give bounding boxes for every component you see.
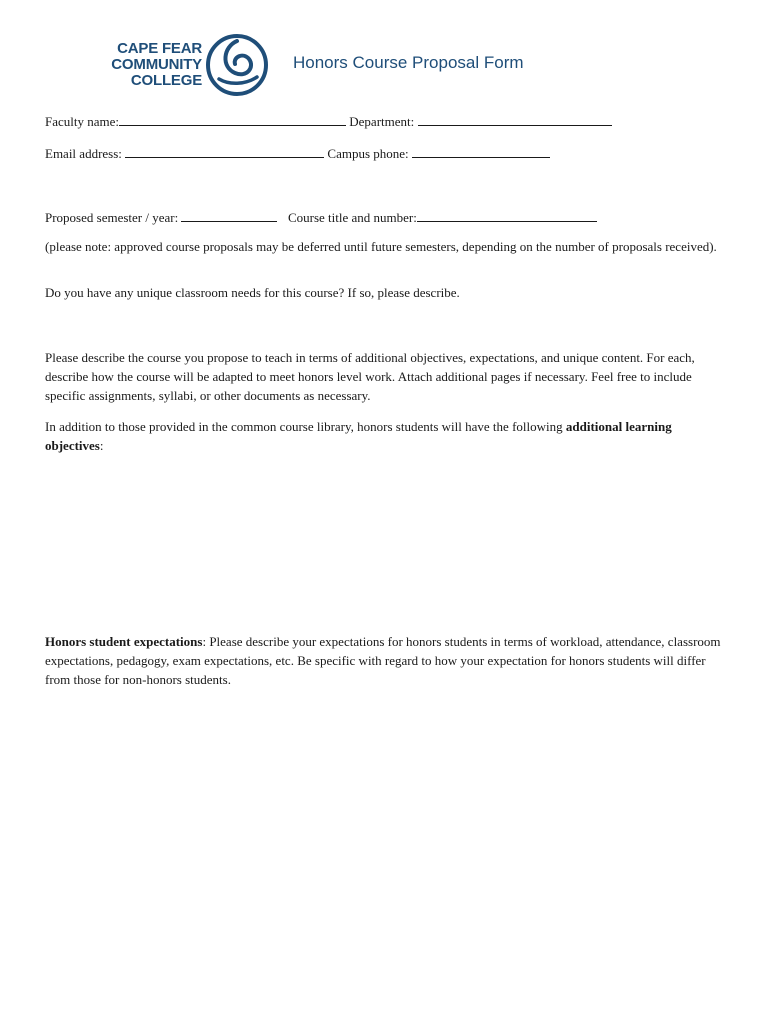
expectations-text: : Please describe your expectations for honors students in terms of workload, attendance, classroom expectations, pedagogy, exam expectations, etc. Be specific with regard to how your expectation for honors students will differ from those for non-honors students. bbox=[45, 634, 721, 687]
campus-phone-field[interactable] bbox=[412, 145, 550, 158]
logo-line-3: COLLEGE bbox=[130, 72, 202, 89]
email-phone-row bbox=[45, 144, 550, 163]
objectives-intro: In addition to those provided in the common course library, honors students will have the following bbox=[45, 419, 566, 434]
campus-phone-label: Campus phone: bbox=[327, 146, 409, 161]
objectives-bold: additional learning objectives bbox=[45, 419, 672, 453]
classroom-needs-question: Do you have any unique classroom needs for this course? If so, please describe. bbox=[45, 285, 460, 300]
learning-objectives-prompt bbox=[45, 417, 721, 455]
objectives-end: : bbox=[99, 438, 104, 453]
logo-line-1: CAPE FEAR bbox=[117, 40, 202, 57]
faculty-name-field[interactable] bbox=[119, 113, 346, 126]
honors-expectations-prompt bbox=[45, 632, 721, 689]
header bbox=[98, 33, 538, 99]
proposed-semester-label: Proposed semester / year: bbox=[45, 210, 179, 225]
semester-course-row bbox=[45, 208, 597, 227]
course-title-label: Course title and number: bbox=[287, 210, 417, 225]
expectations-heading: Honors student expectations bbox=[45, 634, 203, 649]
college-logo-icon bbox=[205, 33, 269, 97]
email-address-label: Email address: bbox=[45, 146, 122, 161]
faculty-department-row bbox=[45, 112, 612, 131]
deferral-note: (please note: approved course proposals may be deferred until future semesters, depending on the number of proposals received). bbox=[45, 239, 717, 254]
course-description-instructions: Please describe the course you propose to teach in terms of additional objectives, expectations, and unique content. For each, describe how the course will be adapted to meet honors level work. Attach additional pages if necessary. Feel free to include specific assignments, syllabi, or other documents as necessary. bbox=[45, 350, 695, 403]
faculty-name-label: Faculty name: bbox=[45, 114, 120, 129]
form-title: Honors Course Proposal Form bbox=[293, 53, 524, 72]
department-field[interactable] bbox=[418, 113, 612, 126]
email-address-field[interactable] bbox=[125, 145, 324, 158]
logo-line-2: COMMUNITY bbox=[111, 56, 202, 73]
college-logo-text bbox=[98, 41, 202, 89]
proposed-semester-field[interactable] bbox=[181, 209, 277, 222]
department-label: Department: bbox=[349, 114, 415, 129]
course-title-field[interactable] bbox=[417, 209, 597, 222]
